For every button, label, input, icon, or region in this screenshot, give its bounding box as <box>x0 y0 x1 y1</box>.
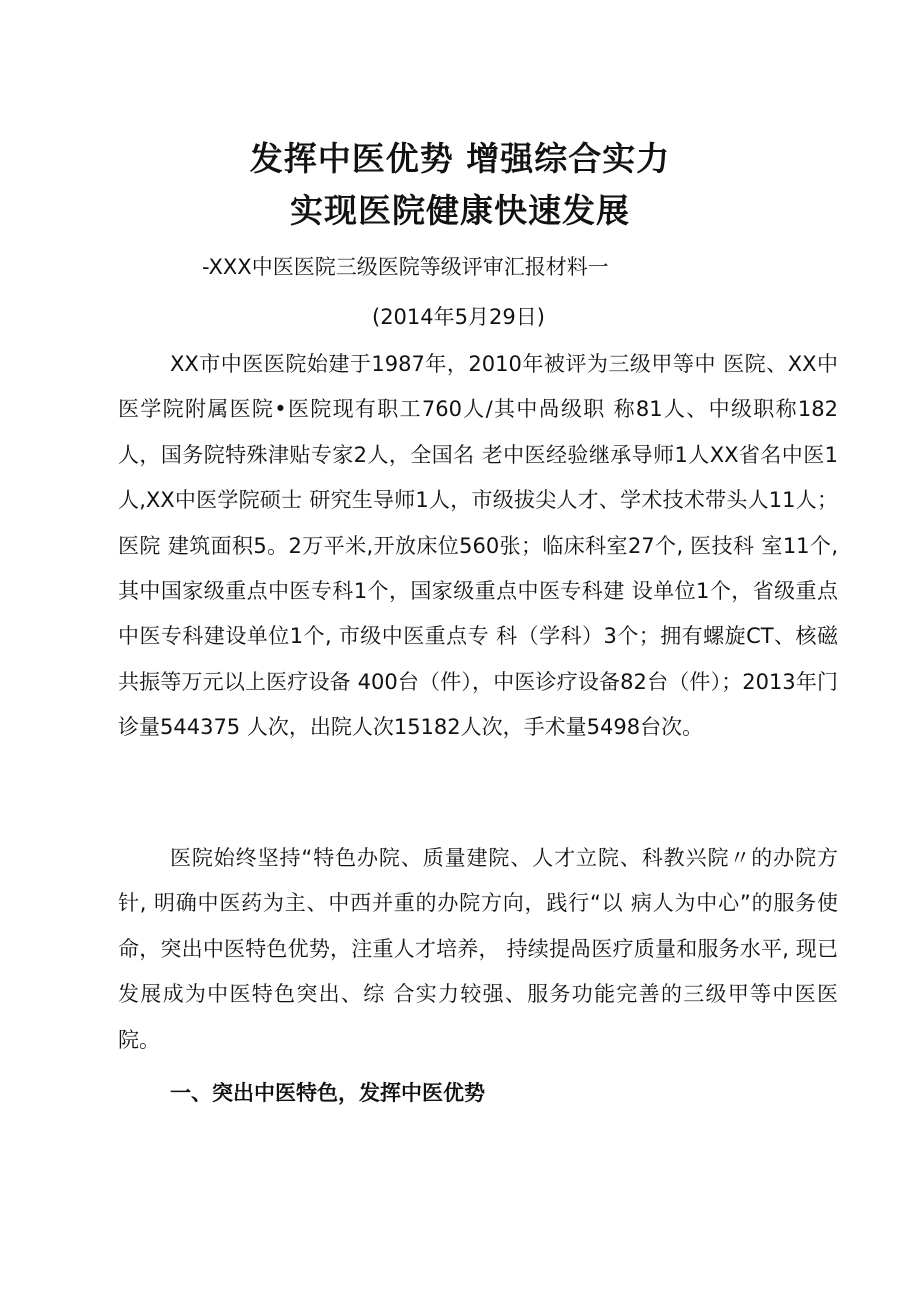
document-subtitle: -XXX中医医院三级医院等级评审汇报材料一 <box>202 255 609 279</box>
document-title-line-1: 发挥中医优势 增强综合实力 <box>249 139 671 178</box>
section-heading: 一、突出中医特色，发挥中医优势 <box>170 1081 485 1105</box>
paragraph-hospital-philosophy: 医院始终坚持“特色办院、质量建院、人才立院、科教兴院〃的办院方针, 明确中医药为主、中西并重的办院方向，践行“以 病人为中心”的服务使命，突出中医特色优势，注重人才培养， 持续提咼医疗质量和服务水平, 现已发展成为中医特色突出、综 合实力较强、服务功能完善的三级甲等中医医院。 <box>118 846 838 1052</box>
document-title-line-2: 实现医院健康快速发展 <box>290 191 630 230</box>
document-date: (2014年5月29日) <box>372 305 545 329</box>
paragraph-hospital-overview: XX市中医医院始建于1987年，2010年被评为三级甲等中 医院、XX中医学院附属医院•医院现有职工760人/其中咼级职 称81人、中级职称182人，国务院特殊津贴专家2人，全国名 老中医经验继承导师1人XX省名中医1人,XX中医学院硕士 研究生导师1人，市级拔尖人才、学术技术带头人11人；医院 建筑面积5。2万平米,开放床位560张；临床科室27个, 医技科 室11个, 其中国家级重点中医专科1个，国家级重点中医专科建 设单位1个，省级重点中医专科建设单位1个, 市级中医重点专 科（学科）3个；拥有螺旋CT、核磁共振等万元以上医疗设备 400台（件），中医诊疗设备82台（件）；2013年门诊量544375 人次，出院人次15182人次，手术量5498台次。 <box>118 352 839 740</box>
